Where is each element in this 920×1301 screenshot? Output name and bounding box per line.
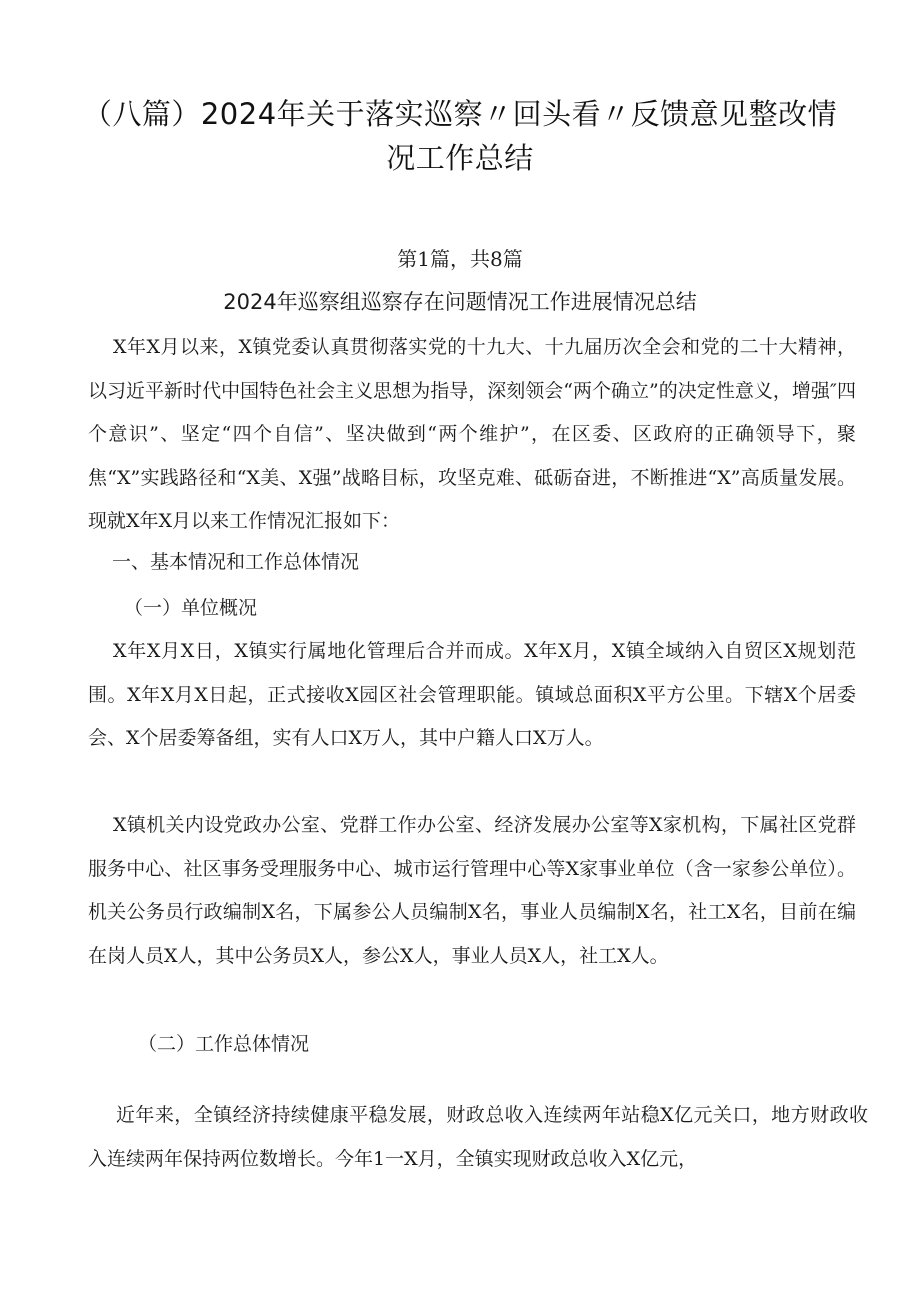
paragraph-organization: X镇机关内设党政办公室、党群工作办公室、经济发展办公室等X家机构，下属社区党群服务中心、社区事务受理服务中心、城市运行管理中心等X家事业单位（含一家参公单位）。机关公务员行政编制X名，下属参公人员编制X名，事业人员编制X名，社工X名，目前在编在岗人员X人，其中公务员X人，参公X人，事业人员X人，社工X人。 <box>88 814 856 967</box>
paragraph-unit-overview: X年X月X日，X镇实行属地化管理后合并而成。X年X月，X镇全域纳入自贸区X规划范围。X年X月X日起，正式接收X园区社会管理职能。镇域总面积X平方公里。下辖X个居委会、X个居委筹备组，实有人口X万人，其中户籍人口X万人。 <box>88 640 856 749</box>
paragraph-overall-work: 近年来，全镇经济持续健康平稳发展，财政总收入连续两年站稳X亿元关口，地方财政收入连续两年保持两位数增长。今年1一X月，全镇实现财政总收入X亿元， <box>88 1104 868 1170</box>
part-label: 第1篇，共8篇 <box>397 247 523 271</box>
document-title: （八篇）2024年关于落实巡察〃回头看〃反馈意见整改情况工作总结 <box>82 97 838 175</box>
paragraph-intro: X年X月以来，X镇党委认真贯彻落实党的十九大、十九届历次全会和党的二十大精神，以习近平新时代中国特色社会主义思想为指导，深刻领会“两个确立”的决定性意义，增强″四个意识”、坚定“四个自信”、坚决做到“两个维护”，在区委、区政府的正确领导下，聚焦“X”实践路径和“X美、X强”战略目标，攻坚克难、砥砺奋进，不断推进“X”高质量发展。现就X年X月以来工作情况汇报如下： <box>88 336 856 532</box>
heading-sub-1: （一）单位概况 <box>124 597 258 619</box>
heading-sub-2: （二）工作总体情况 <box>138 1033 310 1055</box>
section-subtitle: 2024年巡察组巡察存在问题情况工作进展情况总结 <box>223 290 697 314</box>
heading-section-1: 一、基本情况和工作总体情况 <box>112 551 360 573</box>
